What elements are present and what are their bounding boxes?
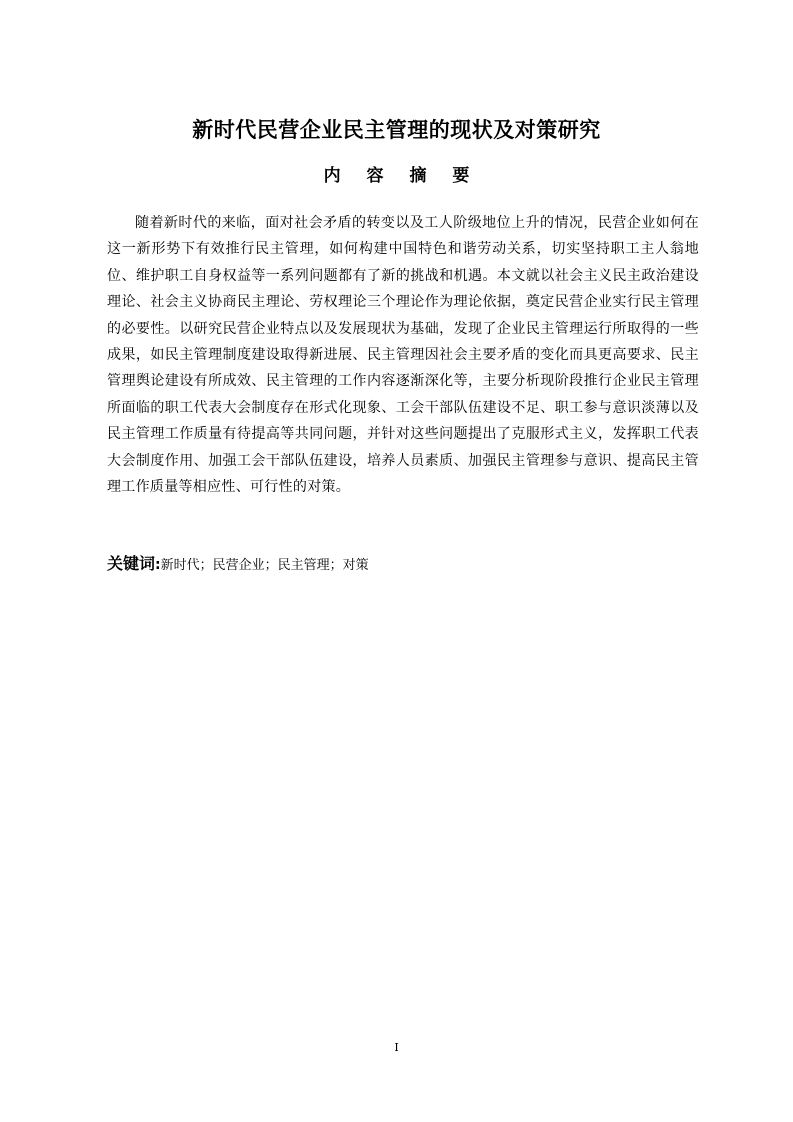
keywords-colon: : — [155, 557, 161, 573]
page-title: 新时代民营企业民主管理的现状及对策研究 — [192, 118, 601, 142]
keywords-label: 关键词 — [107, 554, 156, 573]
abstract-body: 随着新时代的来临，面对社会矛盾的转变以及工人阶级地位上升的情况，民营企业如何在这一新形势下有效推行民主管理，如何构建中国特色和谐劳动关系，切实坚持职工主人翁地位、维护职工自身权益等一系列问题都有了新的挑战和机遇。本文就以社会主义民主政治建设理论、社会主义协商民主理论、劳权理论三个理论作为理论依据，奠定民营企业实行民主管理的必要性。以研究民营企业特点以及发展现状为基础，发现了企业民主管理运行所取得的一些成果，如民主管理制度建设取得新进展、民主管理因社会主要矛盾的变化而具更高要求、民主管理舆论建设有所成效、民主管理的工作内容逐渐深化等，主要分析现阶段推行企业民主管理所面临的职工代表大会制度存在形式化现象、工会干部队伍建设不足、职工参与意识淡薄以及民主管理工作质量有待提高等共同问题，并针对这些问题提出了克服形式主义，发挥职工代表大会制度作用、加强工会干部队伍建设，培养人员素质、加强民主管理参与意识、提高民主管理工作质量等相应性、可行性的对策。 — [107, 215, 699, 496]
keywords-text: 新时代；民营企业；民主管理；对策 — [160, 558, 369, 573]
keywords-line — [107, 550, 699, 580]
abstract-heading: 内 容 摘 要 — [323, 166, 480, 186]
page-number: I — [394, 1041, 399, 1054]
